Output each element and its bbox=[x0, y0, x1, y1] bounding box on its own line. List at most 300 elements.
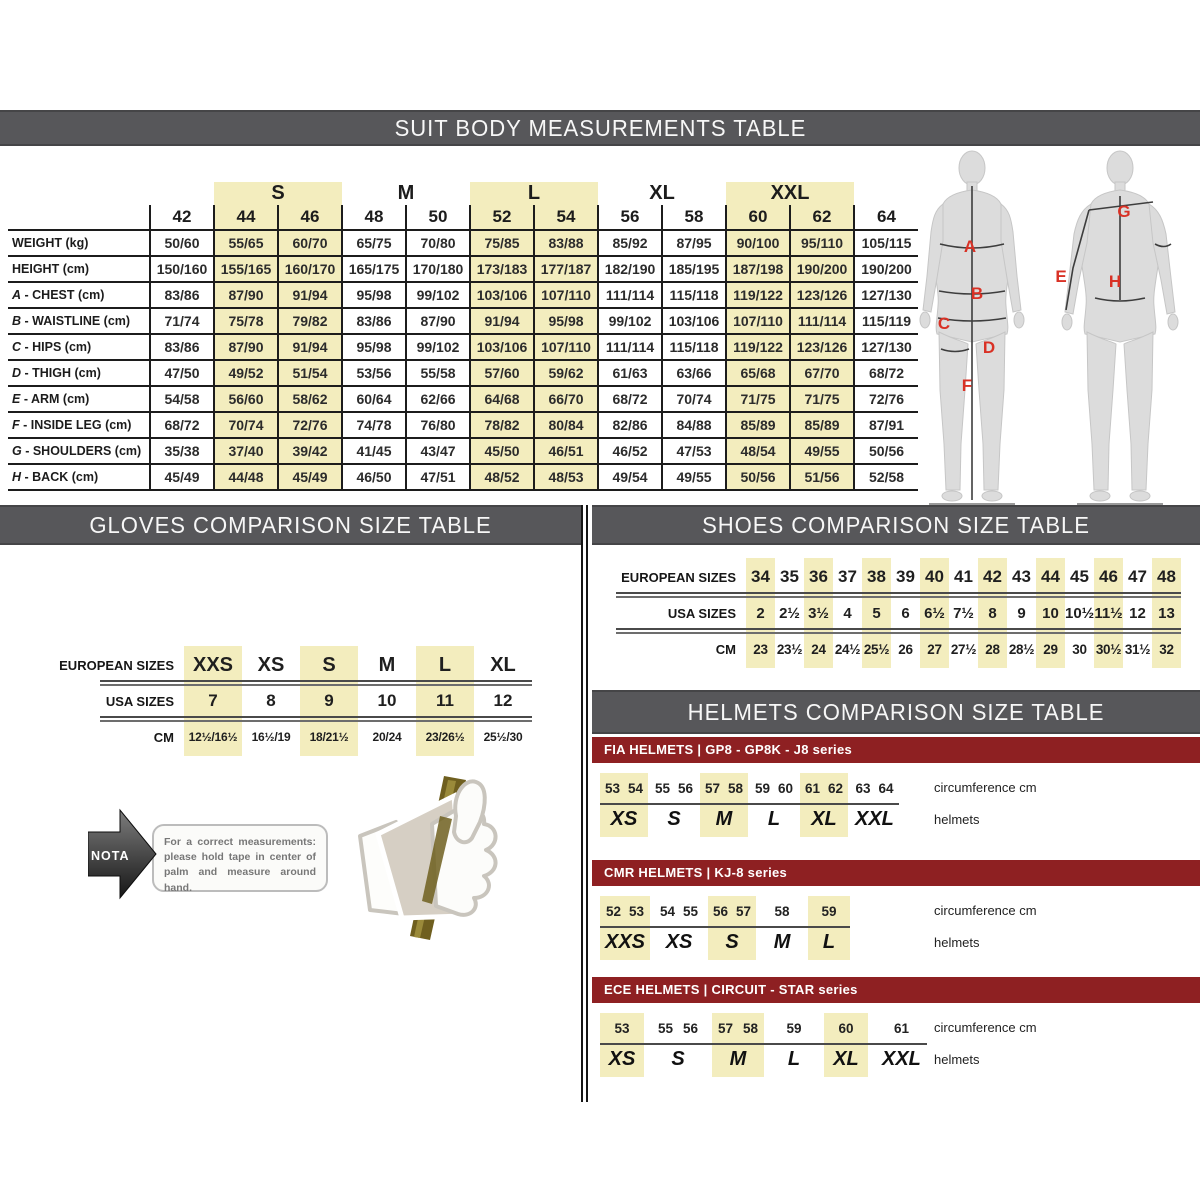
circumference-value: 55 bbox=[658, 1020, 674, 1036]
helmet-size-groups bbox=[600, 1013, 927, 1077]
size-row bbox=[598, 598, 1181, 628]
suit-value: 99/102 bbox=[598, 308, 662, 334]
helmet-caption-column bbox=[934, 773, 1037, 837]
circumference-value: 57 bbox=[705, 780, 721, 796]
helmets-table-title: HELMETS COMPARISON SIZE TABLE bbox=[687, 698, 1105, 725]
suit-row-label: D - THIGH (cm) bbox=[8, 360, 150, 386]
size-value: XL bbox=[490, 653, 516, 676]
suit-size-header: 64 bbox=[854, 205, 918, 230]
size-value: 26 bbox=[898, 641, 913, 657]
size-value: 37 bbox=[838, 567, 857, 586]
shoes-size-table bbox=[598, 562, 1181, 664]
suit-value: 64/68 bbox=[470, 386, 534, 412]
size-value: 6 bbox=[901, 604, 910, 622]
suit-value: 107/110 bbox=[726, 308, 790, 334]
gloves-table-header bbox=[0, 505, 581, 545]
suit-value: 46/51 bbox=[534, 438, 598, 464]
suit-value: 63/66 bbox=[662, 360, 726, 386]
size-row bbox=[28, 722, 532, 752]
suit-value: 50/60 bbox=[150, 230, 214, 256]
suit-row bbox=[8, 282, 918, 308]
suit-value: 83/86 bbox=[150, 334, 214, 360]
size-value: 8 bbox=[266, 691, 276, 710]
suit-value: 78/82 bbox=[470, 412, 534, 438]
size-value: 7 bbox=[208, 691, 218, 710]
suit-value: 60/64 bbox=[342, 386, 406, 412]
circumference-row bbox=[658, 1013, 698, 1043]
suit-value: 103/106 bbox=[470, 334, 534, 360]
helmet-series-bar: ECE HELMETS | CIRCUIT - STAR series bbox=[592, 977, 1200, 1003]
suit-row-label: H - BACK (cm) bbox=[8, 464, 150, 490]
size-value: 12½/16½ bbox=[188, 730, 238, 744]
nota-text-bubble bbox=[152, 824, 328, 892]
helmet-size-label: M bbox=[715, 808, 733, 830]
size-value: 24½ bbox=[834, 641, 861, 657]
size-value: 18/21½ bbox=[309, 730, 349, 744]
size-value: 7½ bbox=[953, 604, 974, 622]
circumference-value: 55 bbox=[655, 780, 671, 796]
suit-row-label: B - WAISTLINE (cm) bbox=[8, 308, 150, 334]
size-value: 36 bbox=[809, 567, 828, 586]
size-value: 32 bbox=[1159, 641, 1174, 657]
suit-value: 123/126 bbox=[790, 282, 854, 308]
suit-corner-cell bbox=[8, 182, 214, 205]
helmet-size-group bbox=[808, 896, 850, 960]
suit-value: 59/62 bbox=[534, 360, 598, 386]
helmet-size-group bbox=[824, 1013, 868, 1077]
helmet-section-body bbox=[592, 773, 1200, 837]
circumference-value: 55 bbox=[683, 903, 699, 919]
circumference-value: 64 bbox=[878, 780, 894, 796]
suit-size-header: 42 bbox=[150, 205, 214, 230]
helmet-size-group bbox=[600, 1013, 644, 1077]
circumference-row bbox=[822, 896, 837, 926]
size-row bbox=[28, 650, 532, 680]
circumference-value: 59 bbox=[786, 1020, 802, 1036]
circumference-underline bbox=[600, 926, 850, 928]
size-value: 16½/19 bbox=[251, 730, 291, 744]
suit-value: 127/130 bbox=[854, 282, 918, 308]
suit-value: 55/65 bbox=[214, 230, 278, 256]
helmet-size-label: XS bbox=[608, 1048, 636, 1070]
helmet-size-group bbox=[600, 896, 650, 960]
size-value: 45 bbox=[1070, 567, 1089, 586]
helmet-size-label: S bbox=[667, 808, 681, 830]
suit-value: 37/40 bbox=[214, 438, 278, 464]
helmet-size-label: M bbox=[773, 931, 791, 953]
suit-measurements-header bbox=[0, 110, 1200, 146]
front-figure bbox=[920, 151, 1024, 504]
suit-value: 43/47 bbox=[406, 438, 470, 464]
suit-value: 49/54 bbox=[598, 464, 662, 490]
helmet-size-label: XL bbox=[833, 1048, 859, 1070]
helmet-size-label: M bbox=[729, 1048, 747, 1070]
size-row-label: USA SIZES bbox=[105, 693, 174, 709]
body-measurement-figures bbox=[915, 148, 1200, 513]
suit-value: 170/180 bbox=[406, 256, 470, 282]
suit-value: 91/94 bbox=[278, 334, 342, 360]
suit-value: 45/50 bbox=[470, 438, 534, 464]
suit-value: 65/75 bbox=[342, 230, 406, 256]
circumference-underline bbox=[600, 1043, 927, 1045]
suit-value: 87/90 bbox=[214, 334, 278, 360]
suit-value: 47/50 bbox=[150, 360, 214, 386]
suit-value: 173/183 bbox=[470, 256, 534, 282]
suit-value: 70/74 bbox=[214, 412, 278, 438]
suit-value: 71/75 bbox=[790, 386, 854, 412]
suit-table-head bbox=[8, 182, 918, 230]
back-figure bbox=[1055, 151, 1178, 504]
helmet-caption-column bbox=[934, 1013, 1037, 1077]
suit-size-header: 62 bbox=[790, 205, 854, 230]
size-value: 28 bbox=[985, 641, 1000, 657]
suit-value: 187/198 bbox=[726, 256, 790, 282]
size-value: 13 bbox=[1158, 604, 1175, 622]
suit-value: 165/175 bbox=[342, 256, 406, 282]
size-value: M bbox=[378, 653, 396, 676]
suit-value: 115/118 bbox=[662, 282, 726, 308]
helmet-size-label: XXS bbox=[605, 931, 646, 953]
suit-value: 103/106 bbox=[470, 282, 534, 308]
size-value: 3½ bbox=[808, 604, 829, 622]
suit-value: 41/45 bbox=[342, 438, 406, 464]
nota-arrow-label: NOTA bbox=[91, 849, 130, 863]
size-value: 40 bbox=[925, 567, 944, 586]
circumference-caption: circumference cm bbox=[934, 903, 1037, 918]
suit-value: 87/90 bbox=[214, 282, 278, 308]
size-value: 46 bbox=[1099, 567, 1118, 586]
suit-value: 127/130 bbox=[854, 334, 918, 360]
suit-value: 68/72 bbox=[150, 412, 214, 438]
suit-size-header: 60 bbox=[726, 205, 790, 230]
shoes-table-title: SHOES COMPARISON SIZE TABLE bbox=[702, 511, 1090, 538]
suit-value: 72/76 bbox=[854, 386, 918, 412]
helmet-caption-column bbox=[934, 896, 1037, 960]
suit-row bbox=[8, 412, 918, 438]
suit-value: 90/100 bbox=[726, 230, 790, 256]
suit-value: 49/55 bbox=[662, 464, 726, 490]
helmet-section bbox=[592, 977, 1200, 1077]
circumference-value: 59 bbox=[755, 780, 771, 796]
suit-size-header: 58 bbox=[662, 205, 726, 230]
size-value: 27 bbox=[927, 641, 942, 657]
suit-value: 72/76 bbox=[278, 412, 342, 438]
suit-value: 177/187 bbox=[534, 256, 598, 282]
suit-value: 71/75 bbox=[726, 386, 790, 412]
suit-row bbox=[8, 438, 918, 464]
circumference-row bbox=[775, 896, 790, 926]
size-row-label: USA SIZES bbox=[667, 605, 736, 621]
suit-size-group-row bbox=[8, 182, 918, 205]
circumference-value: 53 bbox=[605, 780, 621, 796]
suit-measurements-table bbox=[8, 182, 918, 491]
suit-value: 185/195 bbox=[662, 256, 726, 282]
suit-size-header: 48 bbox=[342, 205, 406, 230]
helmet-section-body bbox=[592, 896, 1200, 960]
helmet-size-group bbox=[800, 773, 848, 837]
helmet-section-body bbox=[592, 1013, 1200, 1077]
circumference-value: 57 bbox=[718, 1020, 734, 1036]
circumference-row bbox=[855, 773, 893, 803]
suit-size-header: 52 bbox=[470, 205, 534, 230]
suit-value: 87/95 bbox=[662, 230, 726, 256]
suit-value: 46/52 bbox=[598, 438, 662, 464]
suit-value: 44/48 bbox=[214, 464, 278, 490]
size-value: 35 bbox=[780, 567, 799, 586]
circumference-value: 62 bbox=[828, 780, 844, 796]
size-value: 23 bbox=[753, 641, 768, 657]
helmet-series-bar: FIA HELMETS | GP8 - GP8K - J8 series bbox=[592, 737, 1200, 763]
size-value: 23/26½ bbox=[425, 730, 465, 744]
suit-value: 47/51 bbox=[406, 464, 470, 490]
size-value: 12 bbox=[1129, 604, 1146, 622]
helmet-section bbox=[592, 737, 1200, 837]
helmet-section bbox=[592, 860, 1200, 960]
suit-size-group: L bbox=[470, 182, 598, 205]
size-row bbox=[598, 562, 1181, 592]
suit-value: 95/98 bbox=[534, 308, 598, 334]
circumference-row bbox=[894, 1013, 909, 1043]
size-value: 48 bbox=[1157, 567, 1176, 586]
size-value: 30½ bbox=[1095, 641, 1122, 657]
measurement-letter-waistline: B bbox=[970, 284, 984, 303]
suit-row bbox=[8, 334, 918, 360]
suit-measurements-title: SUIT BODY MEASUREMENTS TABLE bbox=[394, 114, 806, 141]
helmet-size-label: S bbox=[671, 1048, 685, 1070]
size-value: 25½/30 bbox=[483, 730, 523, 744]
circumference-value: 54 bbox=[660, 903, 676, 919]
helmet-size-group bbox=[750, 773, 798, 837]
nota-arrow bbox=[88, 808, 158, 900]
size-value: 10 bbox=[1042, 604, 1059, 622]
section-divider bbox=[581, 505, 588, 1102]
size-value: 5 bbox=[872, 604, 881, 622]
suit-value: 85/92 bbox=[598, 230, 662, 256]
suit-value: 105/115 bbox=[854, 230, 918, 256]
suit-value: 51/56 bbox=[790, 464, 854, 490]
helmet-size-group bbox=[876, 1013, 927, 1077]
suit-value: 115/118 bbox=[662, 334, 726, 360]
suit-size-group: S bbox=[214, 182, 342, 205]
circumference-value: 60 bbox=[838, 1020, 854, 1036]
circumference-value: 56 bbox=[678, 780, 694, 796]
suit-size-row-corner bbox=[8, 205, 150, 230]
size-row-label: CM bbox=[153, 729, 174, 745]
suit-row bbox=[8, 464, 918, 490]
measurement-letter-thigh: D bbox=[982, 338, 996, 357]
suit-value: 95/110 bbox=[790, 230, 854, 256]
helmet-size-group bbox=[761, 896, 803, 960]
suit-row bbox=[8, 386, 918, 412]
circumference-row bbox=[805, 773, 843, 803]
suit-value: 190/200 bbox=[854, 256, 918, 282]
size-value: 11½ bbox=[1094, 604, 1123, 622]
suit-value: 55/58 bbox=[406, 360, 470, 386]
circumference-underline bbox=[600, 803, 899, 805]
helmet-size-group bbox=[700, 773, 748, 837]
suit-value: 82/86 bbox=[598, 412, 662, 438]
size-value: 30 bbox=[1072, 641, 1087, 657]
size-value: 11 bbox=[436, 691, 454, 710]
size-value: 43 bbox=[1012, 567, 1031, 586]
suit-value: 70/74 bbox=[662, 386, 726, 412]
suit-value: 65/68 bbox=[726, 360, 790, 386]
helmet-size-label: XS bbox=[665, 931, 693, 953]
suit-row-label: G - SHOULDERS (cm) bbox=[8, 438, 150, 464]
circumference-row bbox=[787, 1013, 802, 1043]
suit-value: 48/54 bbox=[726, 438, 790, 464]
suit-value: 150/160 bbox=[150, 256, 214, 282]
suit-value: 83/86 bbox=[342, 308, 406, 334]
suit-value: 68/72 bbox=[854, 360, 918, 386]
suit-value: 62/66 bbox=[406, 386, 470, 412]
helmet-size-groups bbox=[600, 896, 850, 960]
suit-value: 190/200 bbox=[790, 256, 854, 282]
suit-size-header: 50 bbox=[406, 205, 470, 230]
circumference-value: 57 bbox=[736, 903, 752, 919]
size-value: 39 bbox=[896, 567, 915, 586]
circumference-row bbox=[660, 896, 698, 926]
suit-value: 83/86 bbox=[150, 282, 214, 308]
shoes-table-header bbox=[592, 505, 1200, 545]
helmet-series-bar: CMR HELMETS | KJ-8 series bbox=[592, 860, 1200, 886]
helmet-size-label: L bbox=[767, 808, 781, 830]
suit-row bbox=[8, 256, 918, 282]
suit-value: 67/70 bbox=[790, 360, 854, 386]
helmet-size-label: XL bbox=[811, 808, 837, 830]
suit-value: 155/165 bbox=[214, 256, 278, 282]
size-value: 34 bbox=[751, 567, 770, 586]
suit-size-group bbox=[854, 182, 918, 205]
circumference-row bbox=[755, 773, 793, 803]
suit-size-header: 56 bbox=[598, 205, 662, 230]
circumference-row bbox=[615, 1013, 630, 1043]
helmets-caption: helmets bbox=[934, 935, 980, 950]
circumference-value: 54 bbox=[628, 780, 644, 796]
measurement-letter-hips: C bbox=[937, 314, 951, 333]
circumference-row bbox=[713, 896, 751, 926]
suit-row-label: A - CHEST (cm) bbox=[8, 282, 150, 308]
circumference-value: 58 bbox=[774, 903, 790, 919]
helmet-size-group bbox=[650, 773, 698, 837]
size-value: 27½ bbox=[950, 641, 977, 657]
suit-value: 111/114 bbox=[598, 334, 662, 360]
size-value: L bbox=[438, 653, 452, 676]
size-value: S bbox=[322, 653, 336, 676]
helmets-caption: helmets bbox=[934, 812, 980, 827]
size-value: 23½ bbox=[776, 641, 803, 657]
suit-value: 111/114 bbox=[598, 282, 662, 308]
suit-value: 50/56 bbox=[854, 438, 918, 464]
suit-value: 115/119 bbox=[854, 308, 918, 334]
suit-value: 119/122 bbox=[726, 334, 790, 360]
size-value: XXS bbox=[192, 653, 234, 676]
circumference-value: 59 bbox=[821, 903, 837, 919]
size-value: 9 bbox=[1017, 604, 1026, 622]
suit-value: 87/90 bbox=[406, 308, 470, 334]
suit-size-group: M bbox=[397, 182, 415, 204]
size-row-label: CM bbox=[715, 641, 736, 657]
helmet-size-group bbox=[655, 896, 703, 960]
measurement-letter-back: H bbox=[1108, 272, 1122, 291]
suit-value: 35/38 bbox=[150, 438, 214, 464]
size-value: 2 bbox=[756, 604, 765, 622]
circumference-value: 53 bbox=[614, 1020, 630, 1036]
suit-value: 119/122 bbox=[726, 282, 790, 308]
circumference-value: 56 bbox=[713, 903, 729, 919]
suit-value: 58/62 bbox=[278, 386, 342, 412]
size-value: 25½ bbox=[863, 641, 890, 657]
circumference-value: 58 bbox=[728, 780, 744, 796]
suit-value: 95/98 bbox=[342, 282, 406, 308]
suit-value: 95/98 bbox=[342, 334, 406, 360]
helmet-size-label: S bbox=[725, 931, 739, 953]
suit-value: 74/78 bbox=[342, 412, 406, 438]
size-row bbox=[598, 634, 1181, 664]
suit-value: 99/102 bbox=[406, 334, 470, 360]
circumference-row bbox=[606, 896, 644, 926]
size-value: 42 bbox=[983, 567, 1002, 586]
suit-row bbox=[8, 360, 918, 386]
suit-value: 75/85 bbox=[470, 230, 534, 256]
suit-value: 103/106 bbox=[662, 308, 726, 334]
size-value: 38 bbox=[867, 567, 886, 586]
size-value: 44 bbox=[1041, 567, 1060, 586]
suit-value: 71/74 bbox=[150, 308, 214, 334]
suit-value: 49/55 bbox=[790, 438, 854, 464]
circumference-value: 53 bbox=[629, 903, 645, 919]
suit-value: 60/70 bbox=[278, 230, 342, 256]
suit-size-row bbox=[8, 205, 918, 230]
suit-row-label: F - INSIDE LEG (cm) bbox=[8, 412, 150, 438]
measurement-letter-shoulders: G bbox=[1117, 202, 1131, 221]
circumference-row bbox=[605, 773, 643, 803]
suit-value: 76/80 bbox=[406, 412, 470, 438]
circumference-value: 61 bbox=[893, 1020, 909, 1036]
suit-value: 87/91 bbox=[854, 412, 918, 438]
suit-value: 56/60 bbox=[214, 386, 278, 412]
suit-row-label: HEIGHT (cm) bbox=[8, 256, 150, 282]
suit-value: 83/88 bbox=[534, 230, 598, 256]
suit-value: 68/72 bbox=[598, 386, 662, 412]
size-value: 2½ bbox=[779, 604, 800, 622]
size-value: 8 bbox=[988, 604, 997, 622]
suit-value: 51/54 bbox=[278, 360, 342, 386]
size-value: 9 bbox=[324, 691, 334, 710]
size-value: XS bbox=[257, 653, 285, 676]
size-value: 6½ bbox=[924, 604, 945, 622]
suit-value: 182/190 bbox=[598, 256, 662, 282]
size-value: 4 bbox=[843, 604, 852, 622]
suit-value: 57/60 bbox=[470, 360, 534, 386]
circumference-value: 60 bbox=[778, 780, 794, 796]
suit-value: 49/52 bbox=[214, 360, 278, 386]
circumference-value: 63 bbox=[855, 780, 871, 796]
gloves-table-title: GLOVES COMPARISON SIZE TABLE bbox=[89, 511, 492, 538]
size-value: 47 bbox=[1128, 567, 1147, 586]
suit-row bbox=[8, 230, 918, 256]
size-value: 20/24 bbox=[372, 730, 402, 744]
size-value: 10½ bbox=[1065, 604, 1095, 622]
circumference-row bbox=[718, 1013, 758, 1043]
suit-value: 85/89 bbox=[790, 412, 854, 438]
suit-value: 61/63 bbox=[598, 360, 662, 386]
suit-value: 107/110 bbox=[534, 334, 598, 360]
circumference-caption: circumference cm bbox=[934, 780, 1037, 795]
suit-value: 50/56 bbox=[726, 464, 790, 490]
helmet-size-label: XXL bbox=[882, 1048, 921, 1070]
helmet-size-group bbox=[600, 773, 648, 837]
